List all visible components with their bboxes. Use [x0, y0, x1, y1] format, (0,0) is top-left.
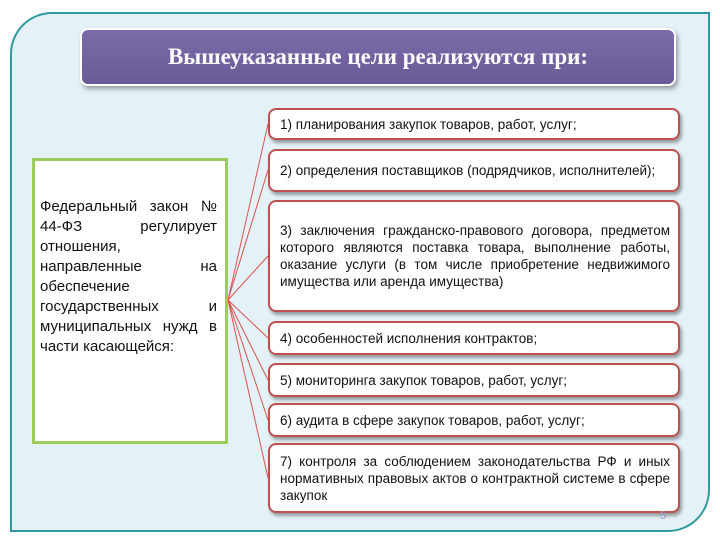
goal-item-4: [268, 321, 680, 355]
connector-line-7: [228, 300, 268, 478]
connector-line-2: [228, 170, 268, 300]
connector-line-5: [228, 300, 268, 380]
page-number: 5: [660, 510, 667, 522]
goal-item-2: [268, 149, 680, 192]
goal-item-3-text: 3) заключения гражданско-правового договора, предметом которого являются поставка товара, выполнение работы, оказание услуги (в том числе приобретение недвижимого имущества или аренда имущества): [280, 223, 670, 289]
connector-line-3: [228, 256, 268, 300]
connector-line-1: [228, 124, 268, 300]
law-description-box: [32, 158, 228, 444]
goal-item-2-text: 2) определения поставщиков (подрядчиков, исполнителей);: [280, 163, 656, 178]
goal-item-3: [268, 200, 680, 312]
goal-item-5-text: 5) мониторинга закупок товаров, работ, услуг;: [280, 372, 568, 388]
law-description-text: Федеральный закон № 44-ФЗ регулирует отношения, направленные на обеспечение государственных и муниципальных нужд в части касающейся:: [40, 198, 217, 355]
goal-item-5: [268, 363, 680, 397]
goal-item-7: [268, 443, 680, 513]
goal-item-4-text: 4) особенностей исполнения контрактов;: [280, 330, 538, 346]
goal-item-1-text: 1) планирования закупок товаров, работ, услуг;: [280, 116, 577, 132]
goal-item-6-text: 6) аудита в сфере закупок товаров, работ, услуг;: [280, 412, 585, 428]
goal-item-6: [268, 403, 680, 437]
connector-line-6: [228, 300, 268, 420]
slide-title: Вышеуказанные цели реализуются при:: [167, 44, 589, 69]
goal-item-1: [268, 108, 680, 140]
goal-item-7-text: 7) контроля за соблюдением законодательства РФ и иных нормативных правовых актов о контрактной системе в сфере закупок: [280, 453, 670, 503]
